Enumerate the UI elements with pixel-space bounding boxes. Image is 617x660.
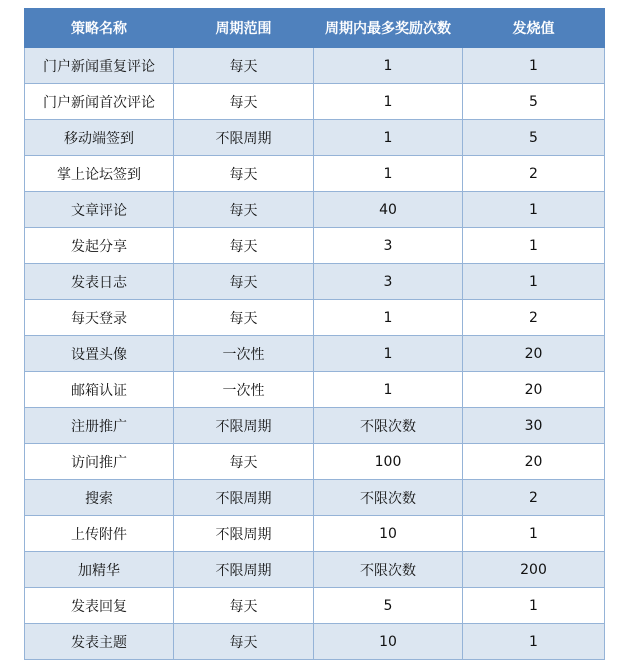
header-max-rewards: 周期内最多奖励次数 bbox=[314, 9, 463, 48]
table-row bbox=[25, 480, 605, 516]
cell-fever-value: 1 bbox=[463, 624, 605, 660]
cell-period-range: 不限周期 bbox=[174, 120, 314, 156]
table-row bbox=[25, 84, 605, 120]
cell-strategy-name: 访问推广 bbox=[25, 444, 174, 480]
cell-fever-value: 20 bbox=[463, 372, 605, 408]
cell-max-rewards: 40 bbox=[314, 192, 463, 228]
cell-max-rewards: 1 bbox=[314, 300, 463, 336]
cell-max-rewards: 1 bbox=[314, 48, 463, 84]
cell-max-rewards: 100 bbox=[314, 444, 463, 480]
cell-period-range: 每天 bbox=[174, 84, 314, 120]
cell-strategy-name: 上传附件 bbox=[25, 516, 174, 552]
table-row bbox=[25, 624, 605, 660]
cell-fever-value: 2 bbox=[463, 156, 605, 192]
cell-strategy-name: 门户新闻首次评论 bbox=[25, 84, 174, 120]
table-row bbox=[25, 192, 605, 228]
reward-strategy-table-container bbox=[24, 8, 604, 660]
table-row bbox=[25, 516, 605, 552]
cell-strategy-name: 发表回复 bbox=[25, 588, 174, 624]
header-fever-value: 发烧值 bbox=[463, 9, 605, 48]
header-strategy-name: 策略名称 bbox=[25, 9, 174, 48]
cell-fever-value: 1 bbox=[463, 192, 605, 228]
cell-strategy-name: 文章评论 bbox=[25, 192, 174, 228]
cell-period-range: 每天 bbox=[174, 192, 314, 228]
table-row bbox=[25, 48, 605, 84]
cell-period-range: 每天 bbox=[174, 264, 314, 300]
header-period-range: 周期范围 bbox=[174, 9, 314, 48]
cell-strategy-name: 加精华 bbox=[25, 552, 174, 588]
cell-max-rewards: 5 bbox=[314, 588, 463, 624]
cell-fever-value: 1 bbox=[463, 228, 605, 264]
cell-max-rewards: 不限次数 bbox=[314, 552, 463, 588]
cell-period-range: 每天 bbox=[174, 228, 314, 264]
cell-fever-value: 200 bbox=[463, 552, 605, 588]
cell-fever-value: 5 bbox=[463, 120, 605, 156]
cell-max-rewards: 1 bbox=[314, 156, 463, 192]
table-row bbox=[25, 444, 605, 480]
cell-fever-value: 2 bbox=[463, 300, 605, 336]
cell-period-range: 每天 bbox=[174, 588, 314, 624]
table-row bbox=[25, 408, 605, 444]
cell-fever-value: 20 bbox=[463, 336, 605, 372]
cell-fever-value: 2 bbox=[463, 480, 605, 516]
cell-fever-value: 5 bbox=[463, 84, 605, 120]
cell-fever-value: 20 bbox=[463, 444, 605, 480]
cell-strategy-name: 发表日志 bbox=[25, 264, 174, 300]
cell-period-range: 每天 bbox=[174, 444, 314, 480]
cell-strategy-name: 搜索 bbox=[25, 480, 174, 516]
cell-max-rewards: 3 bbox=[314, 228, 463, 264]
table-row bbox=[25, 336, 605, 372]
table-row bbox=[25, 300, 605, 336]
table-header-row bbox=[25, 9, 605, 48]
reward-strategy-table bbox=[24, 8, 605, 660]
cell-period-range: 一次性 bbox=[174, 372, 314, 408]
cell-strategy-name: 发起分享 bbox=[25, 228, 174, 264]
cell-max-rewards: 3 bbox=[314, 264, 463, 300]
cell-period-range: 一次性 bbox=[174, 336, 314, 372]
cell-strategy-name: 注册推广 bbox=[25, 408, 174, 444]
cell-strategy-name: 设置头像 bbox=[25, 336, 174, 372]
cell-max-rewards: 不限次数 bbox=[314, 480, 463, 516]
cell-strategy-name: 每天登录 bbox=[25, 300, 174, 336]
cell-period-range: 每天 bbox=[174, 156, 314, 192]
cell-strategy-name: 移动端签到 bbox=[25, 120, 174, 156]
cell-max-rewards: 不限次数 bbox=[314, 408, 463, 444]
cell-fever-value: 30 bbox=[463, 408, 605, 444]
cell-period-range: 每天 bbox=[174, 300, 314, 336]
cell-strategy-name: 邮箱认证 bbox=[25, 372, 174, 408]
cell-strategy-name: 门户新闻重复评论 bbox=[25, 48, 174, 84]
cell-max-rewards: 1 bbox=[314, 84, 463, 120]
cell-period-range: 不限周期 bbox=[174, 552, 314, 588]
table-row bbox=[25, 228, 605, 264]
cell-period-range: 不限周期 bbox=[174, 480, 314, 516]
cell-max-rewards: 10 bbox=[314, 624, 463, 660]
cell-strategy-name: 发表主题 bbox=[25, 624, 174, 660]
cell-max-rewards: 1 bbox=[314, 372, 463, 408]
cell-strategy-name: 掌上论坛签到 bbox=[25, 156, 174, 192]
table-row bbox=[25, 264, 605, 300]
table-row bbox=[25, 552, 605, 588]
cell-fever-value: 1 bbox=[463, 48, 605, 84]
cell-max-rewards: 1 bbox=[314, 120, 463, 156]
cell-fever-value: 1 bbox=[463, 516, 605, 552]
table-row bbox=[25, 120, 605, 156]
cell-period-range: 不限周期 bbox=[174, 408, 314, 444]
table-row bbox=[25, 588, 605, 624]
table-row bbox=[25, 372, 605, 408]
cell-max-rewards: 10 bbox=[314, 516, 463, 552]
cell-fever-value: 1 bbox=[463, 264, 605, 300]
cell-fever-value: 1 bbox=[463, 588, 605, 624]
cell-period-range: 每天 bbox=[174, 48, 314, 84]
cell-max-rewards: 1 bbox=[314, 336, 463, 372]
cell-period-range: 每天 bbox=[174, 624, 314, 660]
table-row bbox=[25, 156, 605, 192]
cell-period-range: 不限周期 bbox=[174, 516, 314, 552]
